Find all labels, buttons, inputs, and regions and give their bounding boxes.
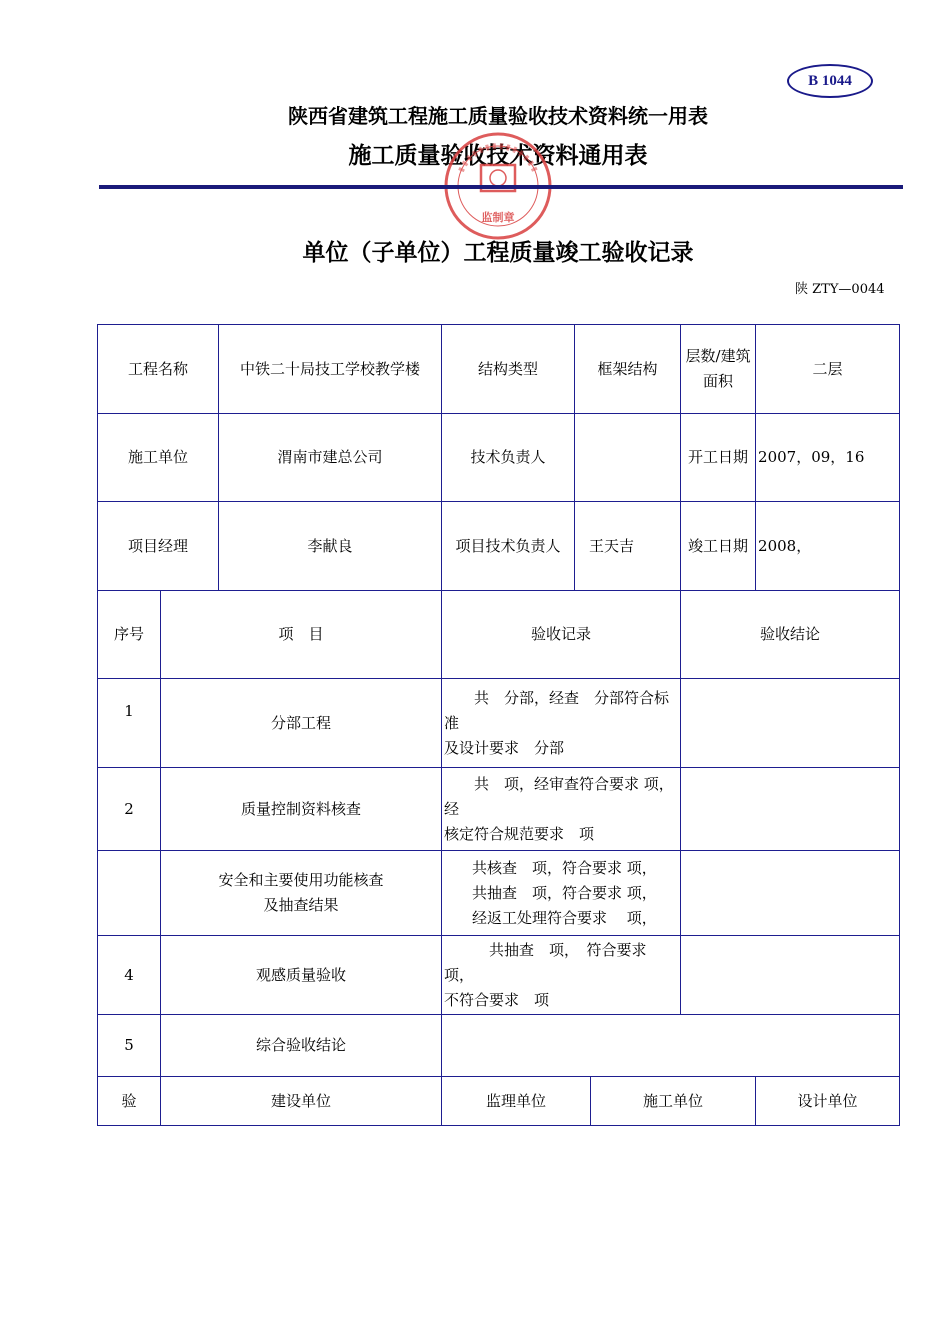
floors-area-label: 层数/建筑面积 — [681, 325, 756, 414]
structure-type-label: 结构类型 — [442, 325, 575, 414]
acceptance-form — [97, 324, 900, 1126]
row-5-item: 综合验收结论 — [161, 1015, 442, 1077]
document-code: 陕 ZTY—0044 — [795, 282, 885, 297]
row-2-no: 2 — [98, 768, 161, 851]
row-1-record — [442, 679, 681, 768]
signoff-label: 验 — [98, 1077, 161, 1126]
row-4-no: 4 — [98, 936, 161, 1015]
project-tech-lead-value: 王天吉 — [575, 502, 681, 591]
item-line: 及抽查结果 — [263, 896, 339, 914]
signoff-designer: 设计单位 — [756, 1077, 900, 1126]
record-line: 核定符合规范要求 项 — [444, 824, 595, 843]
header-line-2: 施工质量验收技术资料通用表 — [348, 143, 648, 169]
row-2-conclusion — [681, 768, 900, 851]
end-date-value: 2008， — [756, 502, 900, 591]
project-manager-label: 项目经理 — [98, 502, 219, 591]
tech-lead-label: 技术负责人 — [442, 414, 575, 502]
row-1-no: 1 — [98, 679, 161, 768]
row-3-conclusion — [681, 851, 900, 936]
record-line: 共核查 项，符合要求 项， — [472, 858, 657, 877]
signoff-supervisor: 监理单位 — [442, 1077, 591, 1126]
record-line: 及设计要求 分部 — [444, 738, 565, 757]
record-line: 不符合要求 项 — [444, 990, 550, 1009]
project-name-label: 工程名称 — [98, 325, 219, 414]
column-header-no: 序号 — [98, 591, 161, 679]
record-line: 共抽查 项， 符合要求 项， — [444, 940, 662, 984]
signoff-contractor: 施工单位 — [591, 1077, 756, 1126]
start-date-value: 2007，09，16 — [756, 414, 900, 502]
start-date-label: 开工日期 — [681, 414, 756, 502]
project-manager-value: 李献良 — [219, 502, 442, 591]
row-3-record — [442, 851, 681, 936]
project-tech-lead-label: 项目技术负责人 — [442, 502, 575, 591]
item-line: 安全和主要使用功能核查 — [218, 871, 384, 889]
seal-label: 监制章 — [481, 211, 515, 224]
row-4-conclusion — [681, 936, 900, 1015]
document-title: 单位（子单位）工程质量竣工验收记录 — [302, 240, 694, 266]
row-1-item: 分部工程 — [161, 679, 442, 768]
row-5-no: 5 — [98, 1015, 161, 1077]
row-2-item: 质量控制资料核查 — [161, 768, 442, 851]
row-1-conclusion — [681, 679, 900, 768]
column-header-record: 验收记录 — [442, 591, 681, 679]
row-3-item — [161, 851, 442, 936]
header-rule — [99, 185, 903, 189]
row-2-record — [442, 768, 681, 851]
contractor-label: 施工单位 — [98, 414, 219, 502]
column-header-conclusion: 验收结论 — [681, 591, 900, 679]
signoff-owner: 建设单位 — [161, 1077, 442, 1126]
project-name-value: 中铁二十局技工学校教学楼 — [219, 325, 442, 414]
record-line: 共 分部，经查 分部符合标准 — [444, 688, 670, 732]
end-date-label: 竣工日期 — [681, 502, 756, 591]
header-line-1: 陕西省建筑工程施工质量验收技术资料统一用表 — [288, 104, 708, 128]
tech-lead-value — [575, 414, 681, 502]
record-line: 共 项，经审查符合要求 项，经 — [444, 774, 674, 818]
record-line: 共抽查 项，符合要求 项， — [472, 883, 657, 902]
record-line: 经返工处理符合要求 项， — [472, 908, 657, 927]
structure-type-value: 框架结构 — [575, 325, 681, 414]
row-5-record — [442, 1015, 900, 1077]
row-4-item: 观感质量验收 — [161, 936, 442, 1015]
floors-area-value: 二层 — [756, 325, 900, 414]
row-4-record — [442, 936, 681, 1015]
row-3-no — [98, 851, 161, 936]
contractor-value: 渭南市建总公司 — [219, 414, 442, 502]
form-number-badge: B 1044 — [787, 64, 873, 98]
column-header-item: 项 目 — [161, 591, 442, 679]
